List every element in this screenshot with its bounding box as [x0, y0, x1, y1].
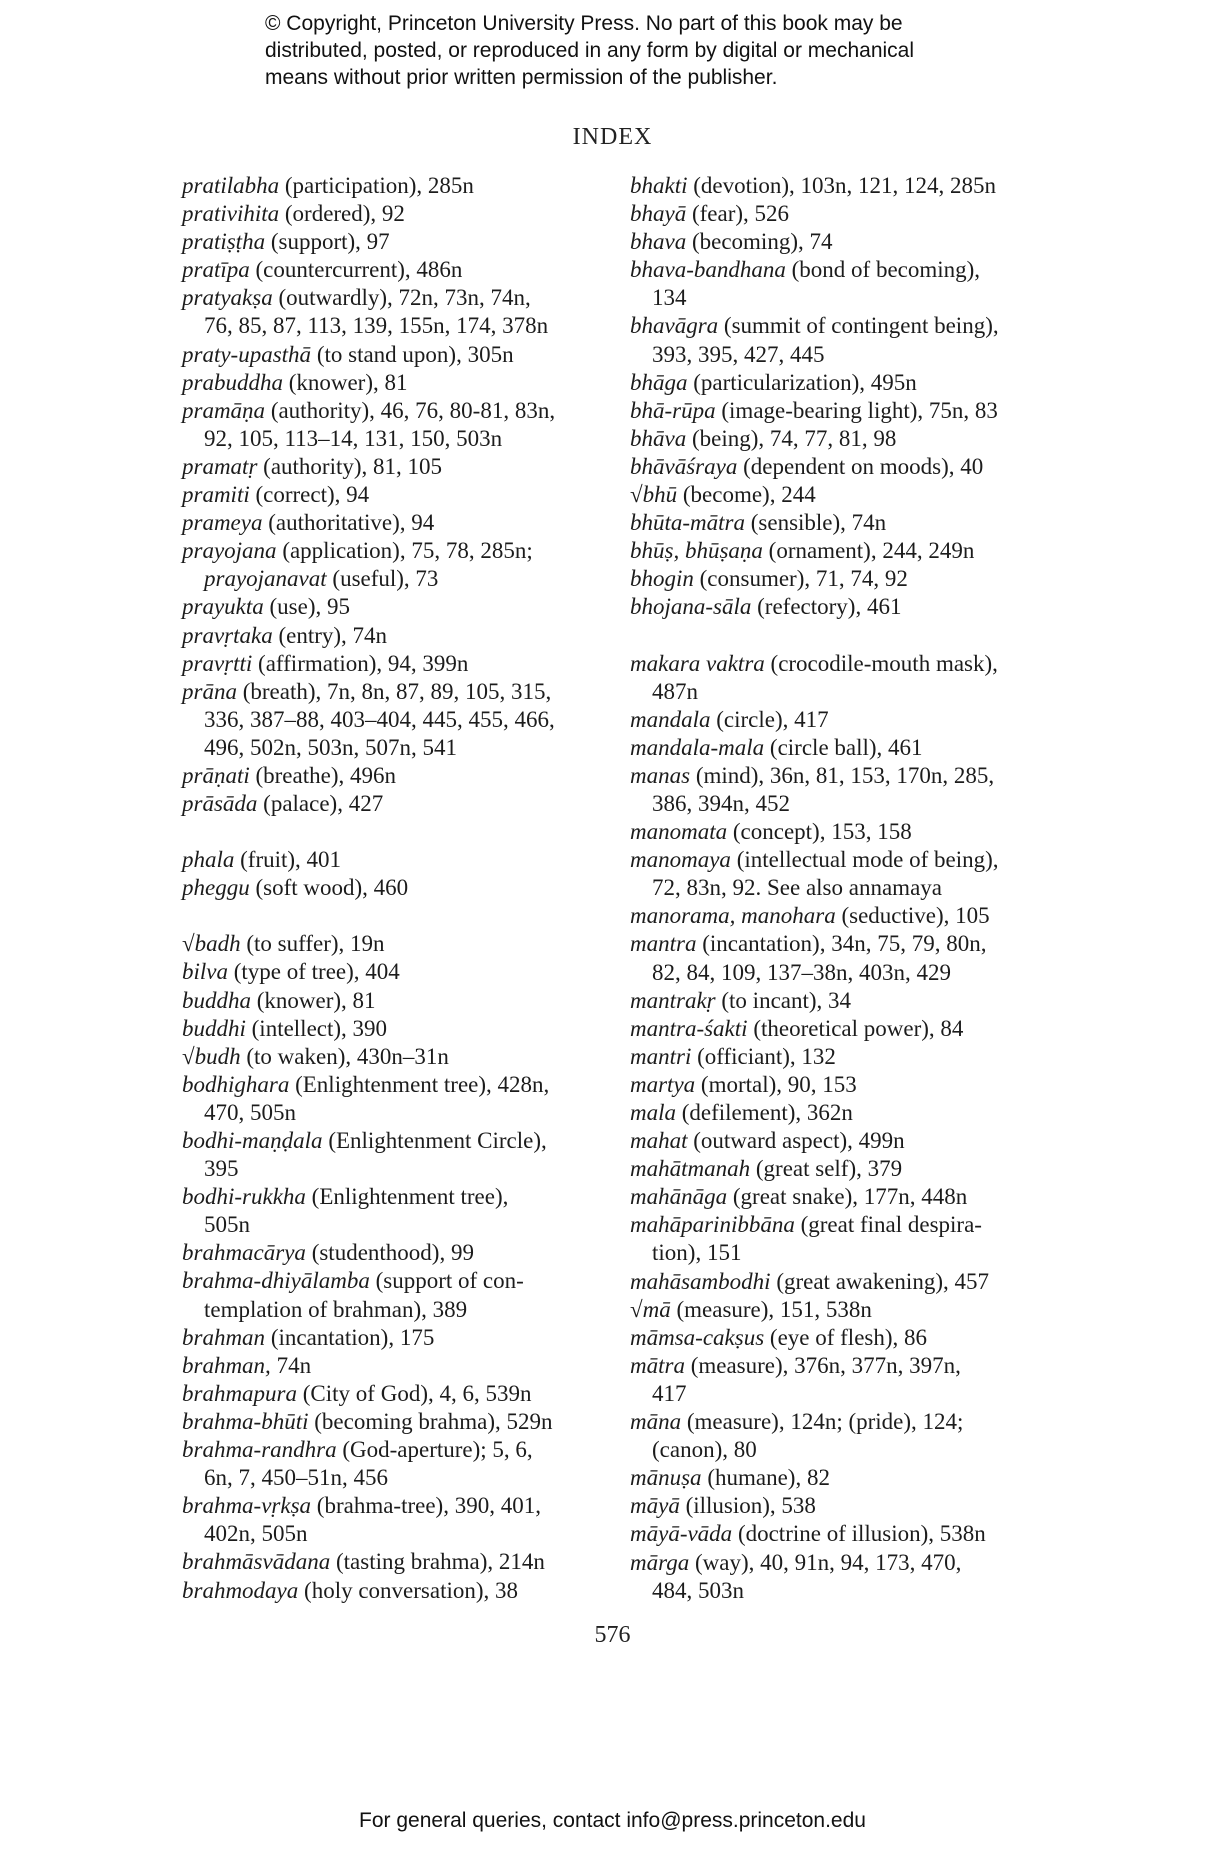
- index-term: brahman: [182, 1324, 266, 1350]
- index-references: (to waken), 430n–31n: [240, 1043, 449, 1069]
- index-entry: [630, 453, 1050, 481]
- index-references: (to stand upon), 305n: [311, 341, 514, 367]
- index-entry: [182, 930, 602, 958]
- index-entry: [182, 1548, 602, 1576]
- index-entry: [630, 818, 1050, 846]
- index-entry: [630, 397, 1050, 425]
- index-references: (City of God), 4, 6, 539n: [297, 1380, 532, 1406]
- index-entry: [182, 1183, 602, 1239]
- index-entry: [630, 1268, 1050, 1296]
- index-term: mātra: [630, 1352, 685, 1378]
- index-term: manas: [630, 762, 691, 788]
- index-references: (particularization), 495n: [687, 369, 917, 395]
- index-entry: [182, 369, 602, 397]
- index-term: mānuṣa: [630, 1465, 702, 1491]
- index-entry: [182, 1324, 602, 1352]
- index-entry: [182, 874, 602, 902]
- copyright-line: means without prior written permission of the publisher.: [265, 66, 778, 89]
- index-term: manorama, manohara: [630, 903, 836, 929]
- index-term: buddhi: [182, 1015, 246, 1041]
- index-references: (great awakening), 457: [770, 1268, 989, 1294]
- index-references: (being), 74, 77, 81, 98: [686, 425, 897, 451]
- index-entry: [630, 537, 1050, 565]
- index-term: pramiti: [182, 482, 250, 508]
- index-term: brahma-randhra: [182, 1437, 337, 1463]
- index-entry: [182, 172, 602, 200]
- index-entry: [630, 1296, 1050, 1324]
- index-references: (knower), 81: [251, 987, 376, 1013]
- index-term: bilva: [182, 959, 228, 985]
- copyright-line: distributed, posted, or reproduced in any form by digital or mechanical: [265, 39, 915, 62]
- index-term: bhava-bandhana: [630, 257, 786, 283]
- index-term: bhūṣ, bhūṣaṇa: [630, 538, 763, 564]
- index-term: bodhi-maṇḍala: [182, 1128, 323, 1153]
- index-entry: [630, 706, 1050, 734]
- index-references: (way), 40, 91n, 94, 173, 470, 484, 503n: [652, 1549, 962, 1603]
- index-term: prativihita: [182, 201, 280, 227]
- index-references: (support of con- templation of brahman), 389: [204, 1268, 524, 1322]
- index-references: (great snake), 177n, 448n: [727, 1184, 968, 1210]
- index-term: bhāva: [630, 425, 687, 451]
- index-term: pratilabha: [182, 173, 280, 198]
- index-references: (knower), 81: [282, 369, 408, 395]
- index-entry: [182, 1043, 602, 1071]
- index-references: (dependent on moods), 40: [737, 453, 984, 479]
- index-entry: [182, 537, 602, 565]
- index-references: (outwardly), 72n, 73n, 74n, 76, 85, 87, 113, 139, 155n, 174, 378n: [204, 285, 549, 339]
- index-references: (humane), 82: [701, 1465, 830, 1491]
- index-term: māmsa-cakṣus: [630, 1324, 765, 1350]
- index-term: brahmāsvādana: [182, 1549, 331, 1575]
- index-entry: [630, 369, 1050, 397]
- index-entry: [630, 650, 1050, 706]
- section-gap: [182, 818, 602, 846]
- index-entry: [630, 930, 1050, 986]
- index-term: prāsāda: [182, 791, 258, 817]
- index-references: (theoretical power), 84: [747, 1015, 964, 1041]
- index-entry: [182, 1577, 602, 1605]
- index-term: pratīpa: [182, 257, 250, 283]
- index-entry: [630, 593, 1050, 621]
- index-term: prāna: [182, 678, 237, 704]
- index-term: bhavāgra: [630, 313, 719, 339]
- index-entry: [182, 397, 602, 453]
- index-term: prayukta: [182, 594, 264, 620]
- index-references: (authoritative), 94: [262, 510, 435, 536]
- index-term: √badh: [182, 931, 241, 957]
- index-references: (eye of flesh), 86: [764, 1324, 928, 1350]
- index-references: (measure), 151, 538n: [670, 1296, 872, 1322]
- index-references: (becoming), 74: [686, 229, 833, 255]
- index-term: prāṇati: [182, 762, 250, 788]
- index-references: (authority), 46, 76, 80-81, 83n, 92, 105, 113–14, 131, 150, 503n: [204, 397, 556, 451]
- index-references: (consumer), 71, 74, 92: [693, 566, 908, 592]
- index-entry: [630, 1408, 1050, 1464]
- index-term: √bhū: [630, 482, 678, 508]
- index-term: brahma-dhiyālamba: [182, 1268, 370, 1294]
- index-term: √budh: [182, 1043, 241, 1069]
- index-term: māyā: [630, 1493, 680, 1519]
- index-references: (God-aperture); 5, 6, 6n, 7, 450–51n, 456: [204, 1437, 533, 1491]
- index-references: (ornament), 244, 249n: [762, 538, 975, 564]
- index-entry: [182, 1239, 602, 1267]
- index-entry: [630, 846, 1050, 902]
- index-references: (studenthood), 99: [305, 1240, 474, 1266]
- index-heading: INDEX: [572, 124, 653, 150]
- copyright-line: © Copyright, Princeton University Press. No part of this book may be: [265, 12, 903, 35]
- index-references: (outward aspect), 499n: [687, 1128, 905, 1154]
- index-term: brahmodaya: [182, 1577, 299, 1603]
- index-references: 74n: [270, 1352, 312, 1378]
- index-entry: [630, 312, 1050, 368]
- index-entry: [182, 987, 602, 1015]
- index-references: (Enlightenment Circle), 395: [204, 1128, 547, 1182]
- index-references: (tasting brahma), 214n: [330, 1549, 545, 1575]
- index-entry: [630, 1043, 1050, 1071]
- index-entry: [630, 200, 1050, 228]
- index-references: (affirmation), 94, 399n: [252, 650, 469, 676]
- index-entry: [182, 958, 602, 986]
- index-term: prameya: [182, 510, 263, 536]
- index-references: (use), 95: [263, 594, 350, 620]
- index-references: (soft wood), 460: [249, 875, 409, 901]
- section-gap: [182, 902, 602, 930]
- index-term: mantri: [630, 1043, 692, 1069]
- index-entry: [182, 1352, 602, 1380]
- index-references: (great final despira- tion), 151: [652, 1212, 982, 1266]
- index-references: (sensible), 74n: [745, 510, 887, 536]
- index-entry: [182, 341, 602, 369]
- index-entry: [630, 1015, 1050, 1043]
- index-entry: [630, 481, 1050, 509]
- index-entry: [182, 1015, 602, 1043]
- index-term: brahmapura: [182, 1380, 298, 1406]
- index-entry: [182, 650, 602, 678]
- footer-contact: For general queries, contact info@press.princeton.edu: [359, 1809, 866, 1832]
- index-term: brahma-vṛkṣa: [182, 1493, 312, 1519]
- index-entry: [182, 790, 602, 818]
- index-entry: [630, 228, 1050, 256]
- index-references: (illusion), 538: [679, 1493, 816, 1519]
- index-references: (circle), 417: [710, 706, 829, 732]
- index-term: pheggu: [182, 875, 250, 901]
- index-term: brahmacārya: [182, 1240, 306, 1266]
- index-references: (refectory), 461: [751, 594, 902, 620]
- index-term: mahat: [630, 1128, 688, 1154]
- index-term: bhogin: [630, 566, 694, 592]
- index-term: mahāparinibbāna: [630, 1212, 795, 1238]
- index-references: (mortal), 90, 153: [695, 1071, 857, 1097]
- index-entry: [630, 565, 1050, 593]
- index-term: √mā: [630, 1296, 671, 1322]
- index-references: (ordered), 92: [279, 201, 405, 227]
- index-entry: [630, 1183, 1050, 1211]
- index-references: (type of tree), 404: [228, 959, 400, 985]
- index-references: (measure), 124n; (pride), 124; (canon), 80: [652, 1409, 964, 1463]
- index-references: (to suffer), 19n: [240, 931, 385, 957]
- index-entry: [182, 1127, 602, 1183]
- index-references: (image-bearing light), 75n, 83: [715, 397, 998, 423]
- index-references: (palace), 427: [257, 791, 384, 817]
- index-references: (brahma-tree), 390, 401, 402n, 505n: [204, 1493, 541, 1547]
- index-references: (intellect), 390: [245, 1015, 388, 1041]
- index-term: mahānāga: [630, 1184, 728, 1210]
- index-term: brahman,: [182, 1352, 271, 1378]
- index-references: (application), 75, 78, 285n;: [276, 538, 533, 564]
- section-gap: [630, 622, 1050, 650]
- index-term: māyā-vāda: [630, 1521, 733, 1547]
- index-entry: [630, 1520, 1050, 1548]
- index-column-right: [630, 172, 1050, 1605]
- index-term: prayojanavat: [204, 566, 327, 592]
- index-entry: [630, 172, 1050, 200]
- index-references: (measure), 376n, 377n, 397n, 417: [652, 1352, 961, 1406]
- index-term: mala: [630, 1100, 676, 1125]
- index-references: (to incant), 34: [715, 987, 852, 1013]
- index-entry: [630, 1549, 1050, 1605]
- index-references: (incantation), 34n, 75, 79, 80n, 82, 84, 109, 137–38n, 403n, 429: [652, 931, 987, 985]
- index-entry: [630, 1127, 1050, 1155]
- index-term: manomaya: [630, 847, 731, 873]
- index-term: pratyakṣa: [182, 285, 273, 311]
- index-term: māna: [630, 1409, 682, 1435]
- index-entry: [630, 1464, 1050, 1492]
- page-number: 576: [594, 1622, 631, 1648]
- index-term: bhāvāśraya: [630, 453, 738, 479]
- index-references: (entry), 74n: [272, 622, 388, 648]
- index-references: (doctrine of illusion), 538n: [732, 1521, 986, 1547]
- index-term: bhūta-mātra: [630, 510, 745, 536]
- index-term: makara vaktra: [630, 650, 765, 676]
- index-entry: [182, 565, 602, 593]
- index-term: martya: [630, 1071, 696, 1097]
- index-references: (Enlightenment tree), 428n, 470, 505n: [204, 1071, 550, 1125]
- index-references: (fruit), 401: [234, 847, 342, 873]
- index-term: bhāga: [630, 369, 688, 395]
- index-term: prabuddha: [182, 369, 283, 395]
- index-entry: [182, 453, 602, 481]
- index-term: brahma-bhūti: [182, 1408, 309, 1434]
- index-entry: [630, 1324, 1050, 1352]
- index-references: (great self), 379: [750, 1156, 903, 1182]
- index-entry: [182, 1267, 602, 1323]
- index-column-left: [182, 172, 602, 1605]
- index-term: bhayā: [630, 201, 687, 227]
- index-references: (summit of contingent being), 393, 395, 427, 445: [652, 313, 999, 367]
- index-entry: [182, 509, 602, 537]
- index-term: bhava: [630, 229, 687, 255]
- index-term: mantra-śakti: [630, 1015, 748, 1041]
- index-entry: [630, 1099, 1050, 1127]
- index-references: (become), 244: [677, 482, 816, 508]
- index-entry: [630, 509, 1050, 537]
- index-term: pravṛtti: [182, 650, 253, 676]
- index-entry: [630, 425, 1050, 453]
- index-entry: [630, 762, 1050, 818]
- index-entry: [182, 1380, 602, 1408]
- index-references: (useful), 73: [326, 566, 439, 592]
- index-entry: [630, 1155, 1050, 1183]
- index-entry: [182, 481, 602, 509]
- index-term: pravṛtaka: [182, 622, 273, 648]
- index-entry: [182, 622, 602, 650]
- index-references: (correct), 94: [249, 482, 370, 508]
- index-term: prayojana: [182, 538, 277, 564]
- index-references: (breath), 7n, 8n, 87, 89, 105, 315, 336, 387–88, 403–404, 445, 455, 466, 496, 502n, 503n, 507n, 541: [204, 678, 555, 760]
- index-entry: [630, 734, 1050, 762]
- index-term: bhakti: [630, 173, 688, 198]
- index-references: (incantation), 175: [265, 1324, 435, 1350]
- index-entry: [630, 1352, 1050, 1408]
- index-references: (participation), 285n: [279, 173, 474, 198]
- index-term: bodhighara: [182, 1071, 290, 1097]
- index-entry: [182, 256, 602, 284]
- index-references: (seductive), 105: [835, 903, 990, 929]
- index-references: (officiant), 132: [691, 1043, 836, 1069]
- index-term: mahātmanah: [630, 1156, 751, 1182]
- index-entry: [630, 1492, 1050, 1520]
- index-entry: [182, 1436, 602, 1492]
- index-term: buddha: [182, 987, 251, 1013]
- index-entry: [630, 1071, 1050, 1099]
- index-references: (authority), 81, 105: [257, 453, 443, 479]
- index-references: (crocodile-mouth mask), 487n: [652, 650, 998, 704]
- index-term: bhā-rūpa: [630, 397, 716, 423]
- index-entry: [182, 284, 602, 340]
- index-term: mārga: [630, 1549, 690, 1575]
- index-references: (bond of becoming), 134: [652, 257, 981, 311]
- index-entry: [630, 256, 1050, 312]
- index-entry: [182, 1071, 602, 1127]
- index-term: phala: [182, 847, 235, 873]
- index-references: (countercurrent), 486n: [249, 257, 463, 283]
- index-references: (defilement), 362n: [676, 1100, 853, 1125]
- index-entry: [182, 228, 602, 256]
- index-entry: [630, 987, 1050, 1015]
- index-term: mandala-mala: [630, 734, 765, 760]
- index-references: (intellectual mode of being), 72, 83n, 92. See also annamaya: [652, 847, 999, 901]
- index-entry: [182, 200, 602, 228]
- index-entry: [182, 762, 602, 790]
- index-references: (fear), 526: [686, 201, 790, 227]
- index-entry: [182, 593, 602, 621]
- index-references: (mind), 36n, 81, 153, 170n, 285, 386, 394n, 452: [652, 762, 995, 816]
- index-term: mahāsambodhi: [630, 1268, 771, 1294]
- index-term: manomata: [630, 819, 728, 845]
- index-term: bhojana-sāla: [630, 594, 752, 620]
- index-term: mandala: [630, 706, 711, 732]
- index-entry: [630, 902, 1050, 930]
- index-term: mantra: [630, 931, 697, 957]
- index-entry: [182, 678, 602, 762]
- index-term: pratiṣṭha: [182, 229, 266, 255]
- index-references: (circle ball), 461: [764, 734, 923, 760]
- index-term: pramatṛ: [182, 453, 258, 479]
- index-references: (holy conversation), 38: [298, 1577, 519, 1603]
- index-references: (devotion), 103n, 121, 124, 285n: [687, 173, 997, 198]
- index-term: mantrakṛ: [630, 987, 716, 1013]
- index-term: bodhi-rukkha: [182, 1184, 306, 1210]
- index-entry: [182, 846, 602, 874]
- index-references: (support), 97: [265, 229, 390, 255]
- index-references: (breathe), 496n: [249, 762, 396, 788]
- index-term: pramāṇa: [182, 397, 266, 423]
- index-entry: [630, 1211, 1050, 1267]
- copyright-notice: [265, 10, 1025, 91]
- index-term: praty-upasthā: [182, 341, 312, 367]
- index-references: (Enlightenment tree), 505n: [204, 1184, 509, 1238]
- index-references: (concept), 153, 158: [727, 819, 912, 845]
- index-references: (becoming brahma), 529n: [308, 1408, 553, 1434]
- index-entry: [182, 1492, 602, 1548]
- index-entry: [182, 1408, 602, 1436]
